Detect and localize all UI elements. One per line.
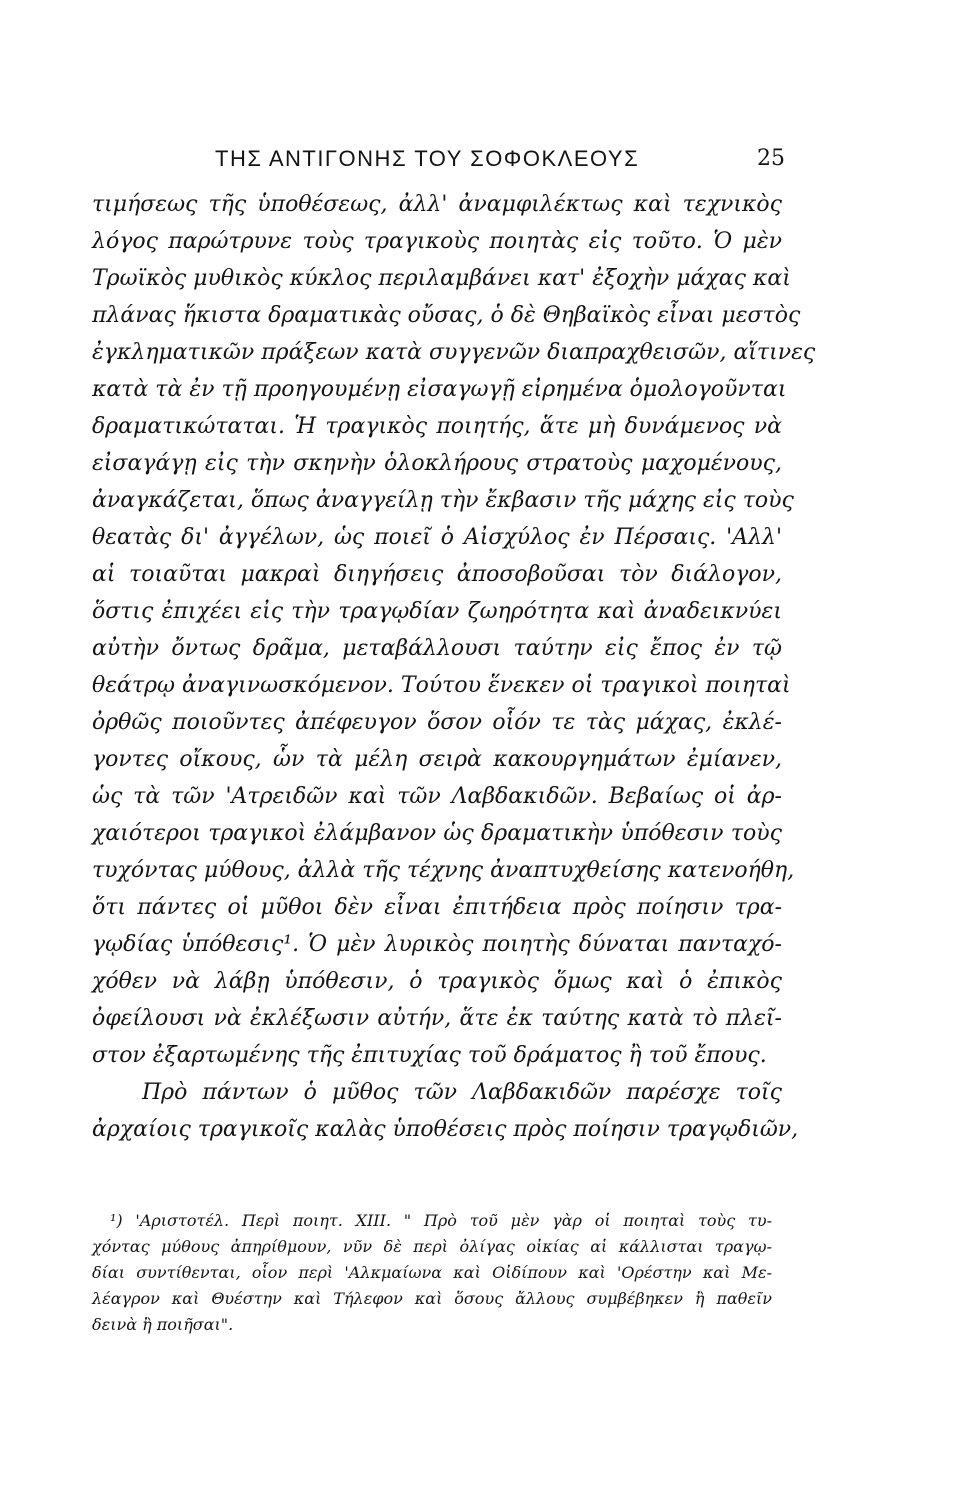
text-line: τυχόντας μύθους, ἀλλὰ τῆς τέχνης ἀναπτυχθείσης κατενοήθη, (92, 858, 795, 883)
text-line: τιμήσεως τῆς ὑποθέσεως, ἀλλ' ἀναμφιλέκτως καὶ τεχνικὸς (92, 192, 782, 217)
text-line: χόθεν νὰ λάβῃ ὑπόθεσιν, ὁ τραγικὸς ὅμως καὶ ὁ ἐπικὸς (92, 969, 782, 994)
text-line: κατὰ τὰ ἐν τῇ προηγουμένῃ εἰσαγωγῇ εἰρημένα ὁμολογοῦνται (92, 377, 787, 402)
text-line: Τρωϊκὸς μυθικὸς κύκλος περιλαμβάνει κατ' ἐξοχὴν μάχας καὶ (92, 266, 791, 291)
text-line: δραματικώταται. Ἡ τραγικὸς ποιητής, ἅτε μὴ δυνάμενος νὰ (92, 414, 782, 439)
text-line: ὡς τὰ τῶν 'Ατρειδῶν καὶ τῶν Λαβδακιδῶν. Βεβαίως οἱ ἀρ- (92, 784, 782, 809)
text-line: ὅτι πάντες οἱ μῦθοι δὲν εἶναι ἐπιτήδεια πρὸς ποίησιν τρα- (92, 895, 782, 920)
text-line: αἱ τοιαῦται μακραὶ διηγήσεις ἀποσοβοῦσαι τὸν διάλογον, (92, 562, 782, 587)
footnote-line: λέαγρον καὶ Θυέστην καὶ Τήλεφον καὶ ὅσους ἄλλους συμβέβηκεν ἢ παθεῖν (92, 1289, 772, 1308)
body-text (92, 186, 816, 1148)
text-line: αὐτὴν ὄντως δρᾶμα, μεταβάλλουσι ταύτην εἰς ἔπος ἐν τῷ (92, 636, 782, 661)
text-line: στον ἐξαρτωμένης τῆς ἐπιτυχίας τοῦ δράματος ἢ τοῦ ἔπους. (92, 1043, 767, 1068)
footnote-line: χόντας μύθους ἀπηρίθμουν, νῦν δὲ περὶ ὀλίγας οἰκίας αἱ κάλλισται τραγῳ- (92, 1237, 772, 1256)
text-line: ἐγκληματικῶν πράξεων κατὰ συγγενῶν διαπραχθεισῶν, αἵτινες (92, 340, 816, 365)
text-line: πλάνας ἥκιστα δραματικὰς οὔσας, ὁ δὲ Θηβαϊκὸς εἶναι μεστὸς (92, 303, 801, 328)
paragraph-start-line: Πρὸ πάντων ὁ μῦθος τῶν Λαβδακιδῶν παρέσχε τοῖς (142, 1080, 782, 1105)
page-header (215, 146, 785, 176)
text-line: γοντες οἴκους, ὧν τὰ μέλη σειρὰ κακουργημάτων ἐμίανεν, (92, 747, 782, 772)
page-number: 25 (757, 146, 785, 171)
footnote-line: δίαι συντίθενται, οἷον περὶ 'Αλκμαίωνα καὶ Οἰδίπουν καὶ 'Ορέστην καὶ Με- (92, 1263, 772, 1282)
text-line: ὅστις ἐπιχέει εἰς τὴν τραγῳδίαν ζωηρότητα καὶ ἀναδεικνύει (92, 599, 782, 624)
text-line: χαιότεροι τραγικοὶ ἐλάμβανον ὡς δραματικὴν ὑπόθεσιν τοὺς (92, 821, 782, 846)
text-line: γῳδίας ὑπόθεσις¹. Ὁ μὲν λυρικὸς ποιητὴς δύναται πανταχό- (92, 932, 782, 957)
text-line: θεάτρῳ ἀναγινωσκόμενον. Τούτου ἕνεκεν οἱ τραγικοὶ ποιηταὶ (92, 673, 791, 698)
footnote (92, 1208, 772, 1338)
footnote-line: δεινὰ ἢ ποιῆσαι". (92, 1315, 234, 1334)
text-line: θεατὰς δι' ἀγγέλων, ὡς ποιεῖ ὁ Αἰσχύλος ἐν Πέρσαις. 'Αλλ' (92, 525, 782, 550)
footnote-line: ¹) 'Αριστοτέλ. Περὶ ποιητ. XIII. " Πρὸ τοῦ μὲν γὰρ οἱ ποιηταὶ τοὺς τυ- (110, 1211, 772, 1230)
running-title: ΤΗΣ ΑΝΤΙΓΟΝΗΣ ΤΟΥ ΣΟΦΟΚΛΕΟΥΣ (215, 146, 640, 171)
text-line: λόγος παρώτρυνε τοὺς τραγικοὺς ποιητὰς εἰς τοῦτο. Ὁ μὲν (92, 229, 782, 254)
text-line: ὀφείλουσι νὰ ἐκλέξωσιν αὐτήν, ἅτε ἐκ ταύτης κατὰ τὸ πλεῖ- (92, 1006, 782, 1031)
text-line: ἀρχαίοις τραγικοῖς καλὰς ὑποθέσεις πρὸς ποίησιν τραγῳδιῶν, (92, 1117, 799, 1142)
text-line: εἰσαγάγῃ εἰς τὴν σκηνὴν ὁλοκλήρους στρατοὺς μαχομένους, (92, 451, 782, 476)
text-line: ὀρθῶς ποιοῦντες ἀπέφευγον ὅσον οἷόν τε τὰς μάχας, ἐκλέ- (92, 710, 782, 735)
text-line: ἀναγκάζεται, ὅπως ἀναγγείλῃ τὴν ἔκβασιν τῆς μάχης εἰς τοὺς (92, 488, 794, 513)
